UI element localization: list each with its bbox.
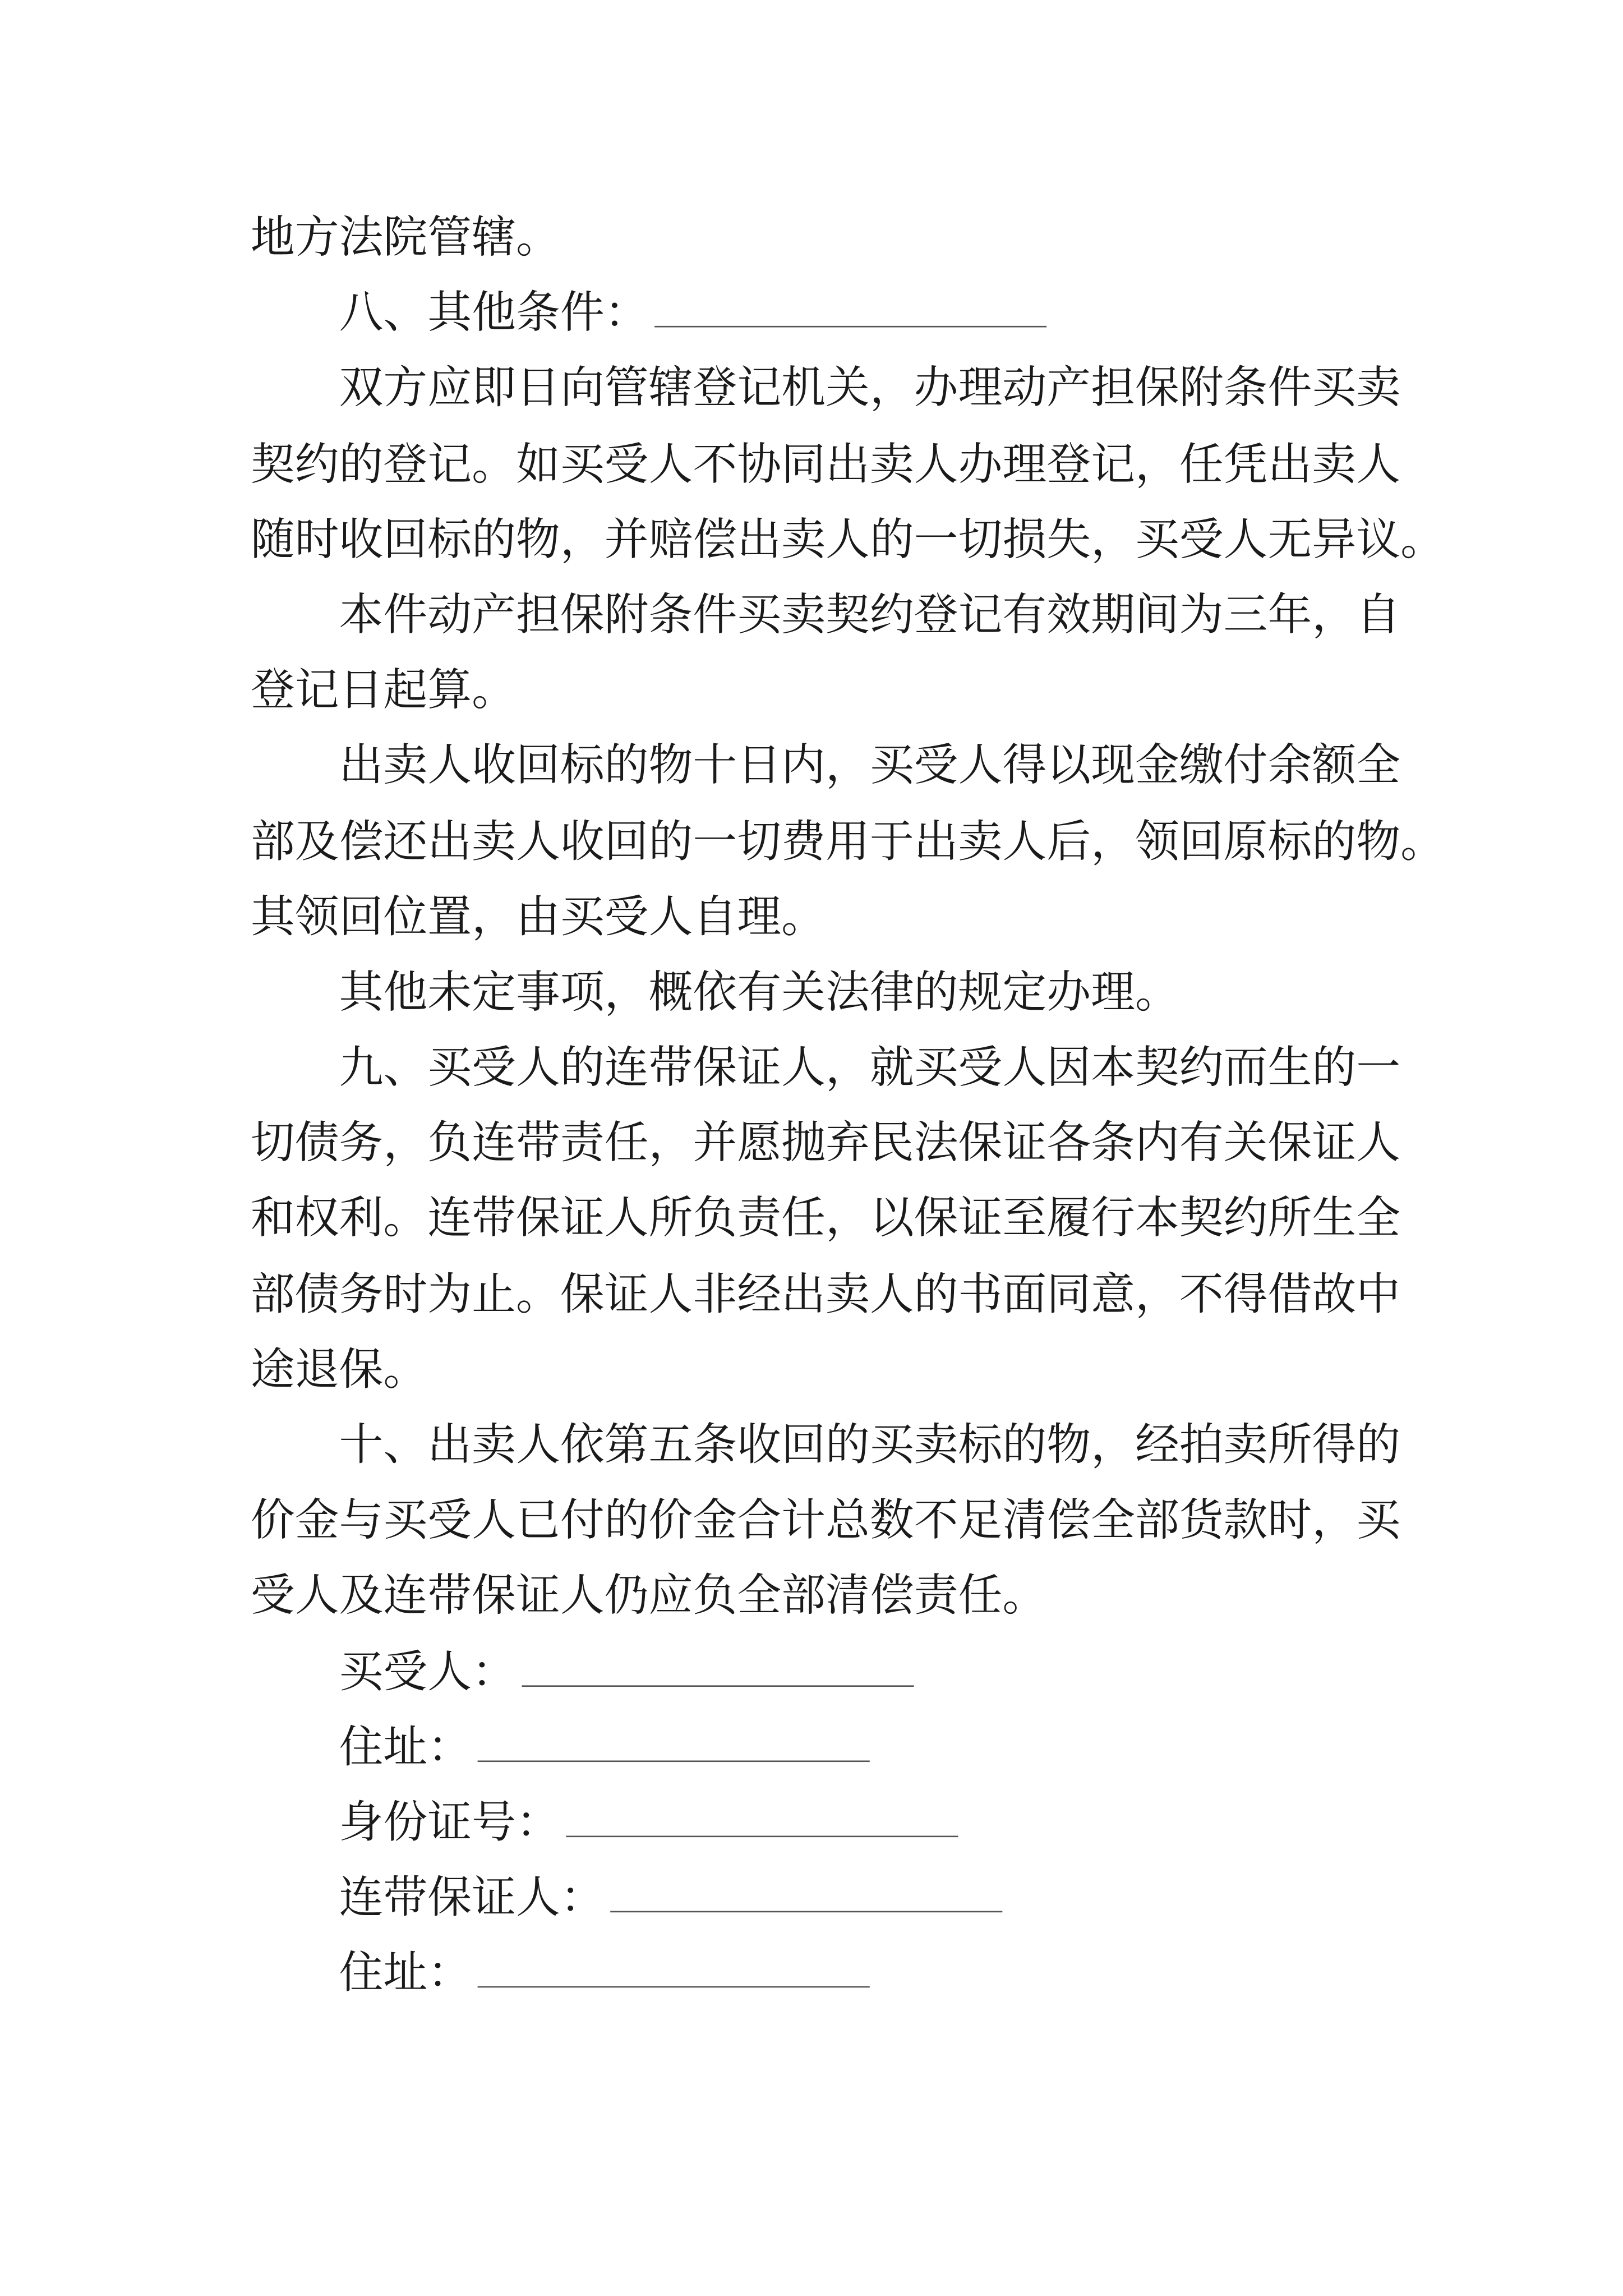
line-14: 和权利。连带保证人所负责任，以保证至履行本契约所生全 <box>250 1193 1401 1245</box>
line-8: 出卖人收回标的物十日内，买受人得以现金缴付余额全 <box>339 740 1401 793</box>
address-blank-1 <box>478 1713 870 1762</box>
line-3: 双方应即日向管辖登记机关，办理动产担保附条件买卖 <box>339 363 1401 415</box>
line-1: 地方法院管辖。 <box>250 212 560 264</box>
line-9: 部及偿还出卖人收回的一切费用于出卖人后，领回原标的物。 <box>250 816 1445 868</box>
line-11: 其他未定事项，概依有关法律的规定办理。 <box>339 967 1179 1019</box>
line-5: 随时收回标的物，并赔偿出卖人的一切损失，买受人无异议。 <box>250 514 1445 566</box>
id-blank <box>566 1788 958 1837</box>
contract-body <box>250 200 1445 2012</box>
line-15: 部债务时为止。保证人非经出卖人的书面同意，不得借故中 <box>250 1269 1401 1321</box>
buyer-row <box>251 1635 1389 1710</box>
address-label-1: 住址： <box>339 1722 472 1774</box>
guarantor-row <box>251 1861 1389 1936</box>
id-row <box>251 1786 1389 1861</box>
line-17: 十、出卖人依第五条收回的买卖标的物，经拍卖所得的 <box>339 1420 1401 1472</box>
line-7: 登记日起算。 <box>250 665 516 717</box>
line-18: 价金与买受人已付的价金合计总数不足清偿全部货款时，买 <box>250 1495 1401 1547</box>
line-10: 其领回位置，由买受人自理。 <box>250 891 826 944</box>
line-19: 受人及连带保证人仍应负全部清偿责任。 <box>250 1571 1047 1623</box>
line-16: 途退保。 <box>250 1344 428 1396</box>
buyer-label: 买受人： <box>339 1646 516 1698</box>
line-13: 切债务，负连带责任，并愿抛弃民法保证各条内有关保证人 <box>250 1118 1401 1170</box>
line-4: 契约的登记。如买受人不协同出卖人办理登记，任凭出卖人 <box>250 439 1401 491</box>
clause-8-line <box>251 276 1389 352</box>
address-row-2 <box>251 1936 1389 2012</box>
address-blank-2 <box>478 1939 870 1988</box>
clause-8-label: 八、其他条件： <box>339 288 649 340</box>
other-conditions-blank <box>654 279 1046 328</box>
buyer-blank <box>522 1637 914 1686</box>
line-6: 本件动产担保附条件买卖契约登记有效期间为三年，自 <box>339 590 1401 642</box>
guarantor-label: 连带保证人： <box>339 1872 605 1925</box>
line-12: 九、买受人的连带保证人，就买受人因本契约而生的一 <box>339 1042 1401 1094</box>
guarantor-blank <box>610 1864 1002 1913</box>
address-row-1 <box>251 1710 1389 1786</box>
address-label-2: 住址： <box>339 1948 472 2000</box>
id-label: 身份证号： <box>339 1797 560 1849</box>
